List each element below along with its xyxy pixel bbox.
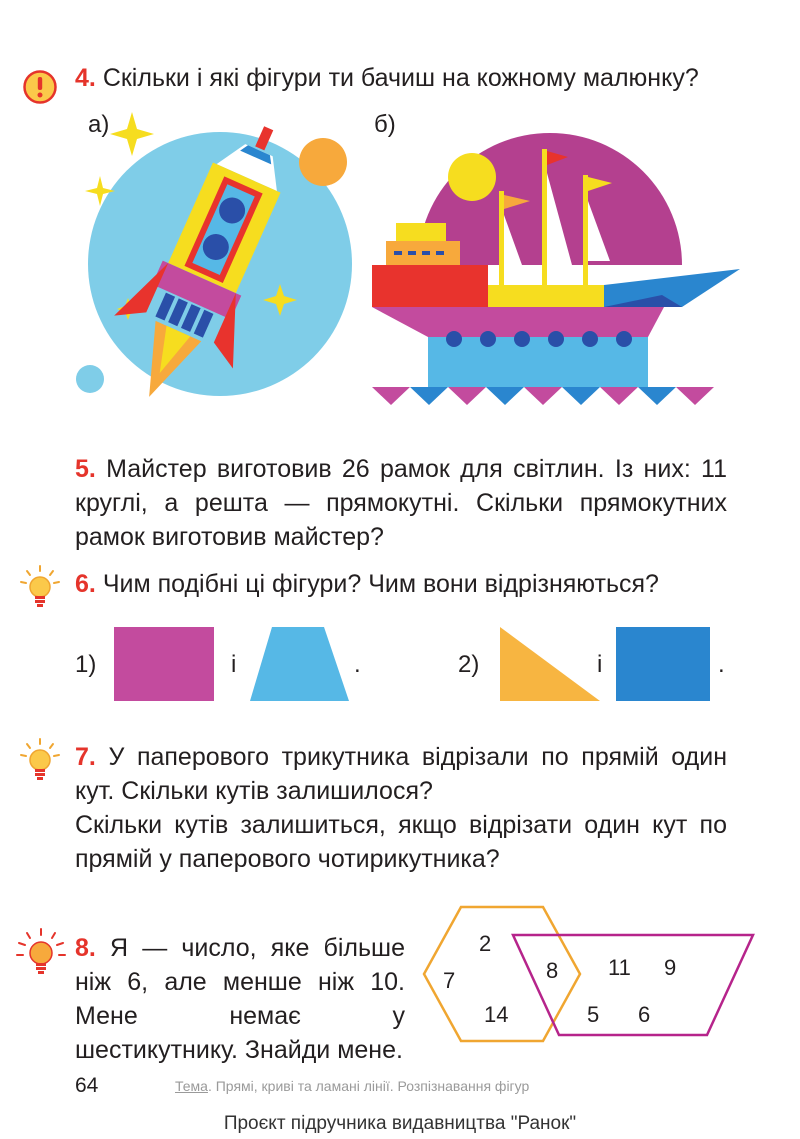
- hull-porthole-6: [616, 331, 632, 347]
- hull-porthole-1: [446, 331, 462, 347]
- blue-trapezoid: [250, 627, 350, 701]
- hull-porthole-4: [548, 331, 564, 347]
- venn-number: 9: [664, 955, 677, 980]
- venn-number: 6: [638, 1002, 651, 1027]
- cabin-windows-3: [422, 251, 430, 255]
- task5-paragraph: [75, 452, 727, 554]
- task6-conj-2: і: [597, 651, 603, 678]
- exclamation-circle-icon: [22, 69, 58, 105]
- star-top: [110, 112, 154, 156]
- planet-circle: [299, 138, 347, 186]
- task8-paragraph: [75, 931, 405, 1067]
- deck-red: [372, 265, 488, 307]
- task4-text: Скільки і які фігури ти бачиш на кожному малюнку?: [102, 64, 699, 92]
- trapezoid-shape: [513, 935, 753, 1035]
- page-number: 64: [75, 1074, 99, 1097]
- task7-paragraph-2: Скільки кутів залишиться, якщо відрізати один кут по прямій у паперового чотирикутника?: [75, 811, 727, 873]
- task6-text: Чим подібні ці фігури? Чим вони відрізняються?: [102, 570, 659, 598]
- task5-text: Майстер виготовив 26 рамок для світлин. Із них: 11 круглі, а решта — прямокутні. Скільки прямокутних рамок виготовив майстер?: [75, 455, 728, 551]
- task5-number: 5.: [75, 455, 96, 483]
- task6-conj-1: і: [231, 651, 237, 678]
- mast-2: [542, 149, 547, 285]
- cabin-windows-4: [436, 251, 444, 255]
- venn-number: 14: [484, 1002, 509, 1027]
- task4-heading: [75, 61, 775, 95]
- hull-porthole-3: [514, 331, 530, 347]
- venn-number: 8: [546, 958, 559, 983]
- small-circle: [76, 365, 104, 393]
- pink-rectangle: [114, 627, 214, 701]
- lightbulb-icon: [18, 565, 62, 611]
- task7-text-1: У паперового трикутника відрізали по прямій один кут. Скільки кутів залишилося?: [75, 743, 727, 805]
- hull-porthole-5: [582, 331, 598, 347]
- task4-number: 4.: [75, 64, 96, 92]
- task7-number: 7.: [75, 743, 96, 771]
- hull-porthole-2: [480, 331, 496, 347]
- venn-number: 5: [587, 1002, 600, 1027]
- task6-dot-2: .: [718, 651, 725, 678]
- task6-number: 6.: [75, 570, 96, 598]
- hull-band: [428, 337, 648, 387]
- topic-label: Тема: [175, 1078, 208, 1094]
- lightbulb-burst-icon: [16, 928, 66, 978]
- venn-number: 11: [608, 955, 631, 980]
- venn-number: 2: [479, 931, 492, 956]
- ship-picture: [372, 115, 742, 415]
- task4-icon: [22, 69, 58, 105]
- venn-number: 7: [443, 968, 456, 993]
- orange-triangle: [500, 627, 603, 701]
- task7-paragraph-1: [75, 740, 727, 808]
- task6-label-1: 1): [75, 651, 97, 678]
- cabin-top: [396, 223, 446, 241]
- cabin-windows-1: [394, 251, 402, 255]
- task4-label-b: б): [374, 111, 396, 138]
- task8-number: 8.: [75, 934, 96, 962]
- task6-dot-1: .: [354, 651, 361, 678]
- mast-1: [499, 191, 504, 285]
- deck-yellow: [488, 285, 604, 307]
- sun-circle: [448, 153, 496, 201]
- waves: [372, 387, 714, 405]
- mast-3: [583, 175, 588, 285]
- task6-label-2: 2): [458, 651, 480, 678]
- blue-square: [616, 627, 710, 701]
- task4-label-a: а): [88, 111, 110, 138]
- rocket-picture: [70, 112, 360, 412]
- cabin-windows-2: [408, 251, 416, 255]
- task8-text: Я — число, яке більше ніж 6, але менше ніж 10. Мене немає у шестикутнику. Знайди мене.: [75, 934, 405, 1064]
- lightbulb-icon: [18, 738, 62, 784]
- footer-topic: [175, 1078, 529, 1094]
- task6-heading: [75, 567, 775, 601]
- publisher-note: Проєкт підручника видавництва "Ранок": [223, 1113, 577, 1134]
- topic-text: . Прямі, криві та ламані лінії. Розпізнавання фігур: [207, 1078, 530, 1094]
